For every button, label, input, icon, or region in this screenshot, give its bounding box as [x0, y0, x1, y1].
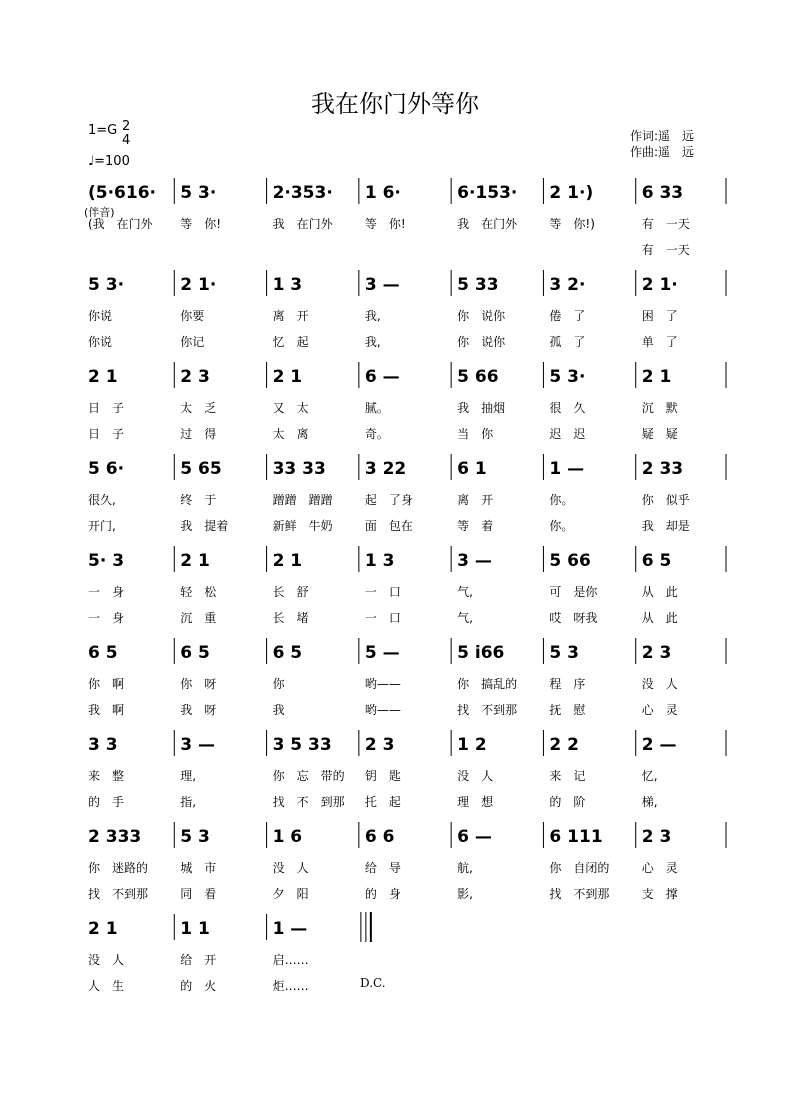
lyric-text: 等 你!: [180, 217, 222, 231]
lyric-text: 我,: [364, 335, 381, 349]
measure-notes: 2·353·: [272, 183, 333, 203]
lyric-text: 找 不到那: [88, 887, 149, 901]
time-top: 2: [122, 119, 131, 134]
lyric-text: 疑 疑: [641, 427, 678, 441]
lyric-text: 过 得: [180, 427, 217, 441]
lyric-text: 气,: [457, 611, 473, 625]
measure-notes: 2 3: [641, 827, 672, 847]
lyric-text: 给 导: [364, 861, 401, 875]
measure-notes: 6·153·: [457, 183, 518, 203]
measure-notes: 6 6: [364, 827, 395, 847]
lyric-text: 有 一天: [641, 243, 690, 257]
measure-notes: 5 65: [180, 459, 222, 479]
lyric-text: 你 说你: [457, 309, 506, 323]
measure-notes: 6 —: [457, 827, 492, 847]
measure-notes: 1 6: [272, 827, 303, 847]
measure-notes: 2 1·: [641, 275, 678, 295]
lyric-text: 腻。: [364, 401, 389, 415]
lyric-text: 一 身: [88, 585, 125, 599]
lyric-text: 哟——: [364, 703, 401, 717]
key-label: 1=G: [88, 123, 118, 138]
lyric-text: 我 呀: [180, 703, 217, 717]
measure-notes: 2 1: [88, 919, 118, 939]
measure-notes: 33 33: [272, 459, 326, 479]
measure-notes: 6 33: [641, 183, 684, 203]
lyric-text: 忆 起: [272, 335, 309, 349]
measure-notes: 6 5: [180, 643, 210, 663]
measure-notes: 1 6·: [364, 183, 401, 203]
lyric-text: 同 看: [180, 887, 217, 901]
measure-notes: 6 5: [272, 643, 303, 663]
lyric-text: 长 舒: [272, 585, 309, 599]
measure-notes: 2 1: [272, 551, 303, 571]
measure-notes: 3 —: [180, 735, 216, 755]
measure-notes: 5 i66: [457, 643, 505, 663]
lyric-text: 我 在门外: [272, 217, 333, 231]
lyric-text: 离 开: [272, 309, 309, 323]
measure-notes: 6 111: [549, 827, 603, 847]
lyric-text: 找 不 到那: [272, 795, 345, 809]
lyric-text: 你: [272, 677, 285, 691]
measure-notes: 2 1·: [180, 275, 217, 295]
measure-notes: 2 33: [641, 459, 684, 479]
accompaniment-label: (伴音): [84, 206, 115, 219]
lyric-text: 我 却是: [641, 519, 690, 533]
lyric-text: 人 生: [88, 979, 125, 993]
lyric-text: 我 提着: [180, 519, 229, 533]
measure-notes: 5 66: [549, 551, 591, 571]
lyric-text: 面 包在: [364, 519, 413, 533]
lyric-text: 我: [272, 703, 285, 717]
measure-notes: 5 6·: [88, 459, 125, 479]
measure-notes: 3 —: [457, 551, 492, 571]
lyric-text: 影,: [457, 887, 473, 901]
measure-notes: 2 3: [364, 735, 395, 755]
lyric-text: 很久,: [88, 493, 116, 507]
measure-notes: 5 33: [457, 275, 499, 295]
lyric-text: 有 一天: [641, 217, 690, 231]
lyric-text: 来 整: [88, 769, 125, 783]
lyric-text: 炬……: [272, 979, 309, 993]
lyric-text: 哟——: [364, 677, 401, 691]
measure-notes: 2 1: [180, 551, 210, 571]
lyric-text: 梯,: [641, 795, 658, 809]
lyric-text: 蹭蹭 蹭蹭: [272, 493, 333, 507]
measure-notes: 5 3·: [180, 183, 217, 203]
lyric-text: 离 开: [457, 493, 494, 507]
measure-notes: 2 333: [88, 827, 142, 847]
lyricist: 作词:遥 远: [630, 129, 695, 143]
lyric-text: 你 说你: [457, 335, 506, 349]
lyric-text: 很 久: [549, 401, 586, 415]
measure-notes: 5 3: [549, 643, 580, 663]
lyric-text: 的 火: [180, 979, 217, 993]
quarter-note-icon: ♩: [88, 154, 95, 169]
lyric-text: 一 口: [364, 611, 401, 625]
lyric-text: 你 迷路的: [88, 861, 149, 875]
lyric-text: 孤 了: [549, 335, 586, 349]
lyric-text: 沉 默: [641, 401, 678, 415]
lyric-text: 找 不到那: [549, 887, 610, 901]
lyric-text: 我 啊: [88, 703, 125, 717]
lyric-text: 忆,: [641, 769, 658, 783]
lyric-text: 沉 重: [180, 611, 217, 625]
measure-notes: 2 3: [641, 643, 672, 663]
lyric-text: 我 抽烟: [457, 401, 506, 415]
measure-notes: 1 1: [180, 919, 210, 939]
lyric-text: 气,: [457, 585, 473, 599]
song-title: 我在你门外等你: [311, 90, 479, 118]
lyric-text: 等 着: [457, 519, 494, 533]
lyric-text: 你 啊: [88, 677, 125, 691]
lyric-text: 我 在门外: [457, 217, 518, 231]
lyric-text: 给 开: [180, 953, 217, 967]
lyric-text: 迟 迟: [549, 427, 586, 441]
lyric-text: 单 了: [641, 335, 678, 349]
lyric-text: 奇。: [364, 427, 389, 441]
measure-notes: 2 2: [549, 735, 580, 755]
lyric-text: 你。: [549, 519, 574, 533]
measure-notes: 2 1: [641, 367, 672, 387]
lyric-text: 你 呀: [180, 677, 217, 691]
measure-notes: 1 —: [272, 919, 308, 939]
lyric-text: 找 不到那: [457, 703, 518, 717]
lyric-text: 来 记: [549, 769, 586, 783]
composer: 作曲:遥 远: [630, 145, 695, 159]
lyric-text: 你 搞乱的: [457, 677, 518, 691]
lyric-text: 你说: [88, 335, 113, 349]
lyric-text: 理,: [180, 769, 197, 783]
lyric-text: 当 你: [457, 427, 494, 441]
lyric-text: 理 想: [457, 795, 494, 809]
lyric-text: 倦 了: [549, 309, 586, 323]
measure-notes: 2 1: [88, 367, 118, 387]
lyric-text: 没 人: [88, 953, 125, 967]
lyric-text: 你 忘 带的: [272, 769, 345, 783]
lyric-text: 长 堵: [272, 611, 309, 625]
measure-notes: 2 —: [641, 735, 677, 755]
lyric-text: 一 身: [88, 611, 125, 625]
lyric-text: 终 于: [180, 493, 217, 507]
measure-notes: 2 1: [272, 367, 303, 387]
measure-notes: 6 —: [364, 367, 400, 387]
lyric-text: 托 起: [364, 795, 401, 809]
lyric-text: 等 你!: [364, 217, 406, 231]
lyric-text: 一 口: [364, 585, 401, 599]
measure-notes: 3 —: [364, 275, 400, 295]
measure-notes: 1 —: [549, 459, 585, 479]
lyric-text: 没 人: [457, 769, 494, 783]
measure-notes: 1 2: [457, 735, 487, 755]
lyric-text: 你记: [180, 335, 205, 349]
measure-notes: 2 3: [180, 367, 210, 387]
measure-notes: 3 3: [88, 735, 118, 755]
lyric-text: 航,: [457, 861, 473, 875]
measure-notes: 2 1·): [549, 183, 594, 203]
measure-notes: 6 5: [641, 551, 672, 571]
lyric-text: 等 你!): [549, 217, 595, 231]
lyric-text: 日 子: [88, 427, 125, 441]
lyric-text: 城 市: [180, 861, 217, 875]
lyric-text: 你 似乎: [641, 493, 690, 507]
lyric-text: 夕 阳: [272, 887, 309, 901]
lyric-text: 可 是你: [549, 585, 598, 599]
measure-notes: 5 66: [457, 367, 499, 387]
lyric-text: 新鲜 牛奶: [272, 519, 333, 533]
lyric-text: 没 人: [641, 677, 678, 691]
lyric-text: 日 子: [88, 401, 125, 415]
lyric-text: 困 了: [641, 309, 678, 323]
lyric-text: 从 此: [641, 611, 678, 625]
measure-notes: 5· 3: [88, 551, 125, 571]
measure-notes: 6 1: [457, 459, 487, 479]
lyric-text: 起 了身: [364, 493, 413, 507]
lyric-text: 程 序: [549, 677, 586, 691]
tempo-value: =100: [94, 154, 130, 169]
measure-notes: 5 3·: [549, 367, 586, 387]
lyric-text: 启……: [272, 953, 309, 967]
lyric-text: 又 太: [272, 401, 309, 415]
lyric-text: 太 乏: [180, 401, 217, 415]
lyric-text: 你。: [549, 493, 574, 507]
da-capo-mark: D.C.: [360, 976, 386, 990]
lyric-text: 哎 呀我: [549, 611, 598, 625]
measure-notes: 3 2·: [549, 275, 586, 295]
measure-notes: 5 3: [180, 827, 210, 847]
lyric-text: 钥 匙: [364, 769, 401, 783]
lyric-text: 支 撑: [641, 887, 678, 901]
measure-notes: 3 22: [364, 459, 407, 479]
measure-notes: 5 3·: [88, 275, 125, 295]
lyric-text: 轻 松: [180, 585, 217, 599]
lyric-text: 指,: [180, 795, 197, 809]
lyric-text: 的 身: [364, 887, 401, 901]
measure-notes: 1 3: [364, 551, 395, 571]
lyric-text: 太 离: [272, 427, 309, 441]
lyric-text: 抚 慰: [549, 703, 586, 717]
measure-notes: 5 —: [364, 643, 400, 663]
lyric-text: 你要: [180, 309, 205, 323]
lyric-text: 的 阶: [549, 795, 586, 809]
lyric-text: (我 在门外: [88, 217, 153, 231]
lyric-text: 没 人: [272, 861, 309, 875]
time-bottom: 4: [122, 133, 131, 148]
lyric-text: 你说: [88, 309, 113, 323]
lyric-text: 你 自闭的: [549, 861, 610, 875]
measure-notes: 3 5 33: [272, 735, 332, 755]
measure-notes: 1 3: [272, 275, 303, 295]
lyric-text: 从 此: [641, 585, 678, 599]
lyric-text: 开门,: [88, 519, 116, 533]
lyric-text: 心 灵: [641, 861, 678, 875]
lyric-text: 心 灵: [641, 703, 678, 717]
lyric-text: 的 手: [88, 795, 125, 809]
lyric-text: 我,: [364, 309, 381, 323]
measure-notes: (5·616·: [88, 183, 156, 203]
measure-notes: 6 5: [88, 643, 118, 663]
